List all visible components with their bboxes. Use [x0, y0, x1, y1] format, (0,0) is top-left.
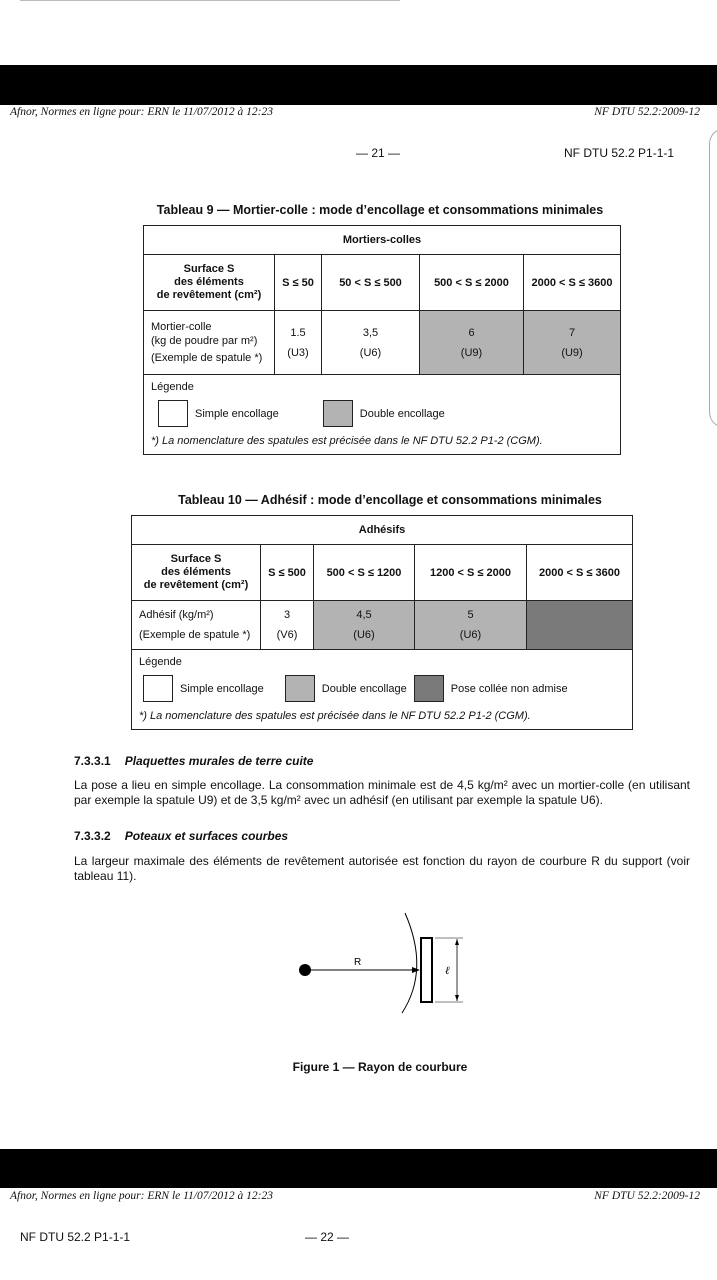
bottom-black-band — [0, 1149, 717, 1188]
table9-legend-row — [151, 400, 613, 427]
table10-value-cell — [261, 601, 314, 650]
table10-col-header: 2000 < S ≤ 3600 — [527, 545, 633, 601]
section-7332-title: Poteaux et surfaces courbes — [124, 829, 289, 843]
table9-value-cell-double — [524, 311, 621, 375]
top-black-band — [0, 65, 717, 105]
legend-label-refused: Pose collée non admise — [450, 682, 568, 695]
table10-row-header-line1: Surface S — [170, 553, 222, 565]
table9-col-header: S ≤ 50 — [275, 255, 322, 311]
top-header-left: Afnor, Normes en ligne pour: ERN le 11/07/2012 à 12:23 — [10, 106, 273, 118]
table10-row-header — [132, 545, 261, 601]
table10-spatula: (V6) — [276, 629, 298, 641]
page-code-bottom: NF DTU 52.2 P1-1-1 — [20, 1230, 131, 1244]
table10-legend-title: Légende — [139, 656, 182, 668]
dim-arrow-down — [455, 995, 459, 1001]
table9-row-header-line3: de revêtement (cm²) — [156, 289, 262, 301]
radius-label: R — [354, 957, 362, 968]
table9-col-header: 2000 < S ≤ 3600 — [524, 255, 621, 311]
section-7331-text: La pose a lieu en simple encollage. La consommation minimale est de 4,5 kg/m² avec un mortier-colle (en utilisant par exemple la spatule U9) et de 3,5 kg/m² avec un adhésif (en utilisant par exemple la spatule U6). — [74, 778, 690, 807]
table10-value: 3 — [283, 609, 291, 621]
legend-swatch-refused — [414, 675, 444, 702]
bottom-header-right: NF DTU 52.2:2009-12 — [594, 1190, 700, 1202]
bottom-header-left: Afnor, Normes en ligne pour: ERN le 11/07/2012 à 12:23 — [10, 1190, 273, 1202]
table10-col-header: 500 < S ≤ 1200 — [314, 545, 415, 601]
table10-value: 4,5 — [356, 609, 372, 621]
table9-col-header: 500 < S ≤ 2000 — [420, 255, 524, 311]
dim-arrow-up — [455, 939, 459, 945]
table9-data-label-line1: Mortier-colle — [151, 321, 212, 333]
table9 — [143, 225, 621, 455]
table9-note: *) La nomenclature des spatules est précisée dans le NF DTU 52.2 P1-2 (CGM). — [151, 435, 543, 447]
table9-spatula: (U9) — [561, 346, 583, 359]
section-7332-number: 7.3.3.2 — [74, 829, 111, 843]
table9-row-header-line2: des éléments — [174, 276, 244, 288]
table10-legend — [132, 650, 633, 730]
page-number-21: — 21 — — [356, 146, 401, 160]
section-7332-text: La largeur maximale des éléments de revêtement autorisée est fonction du rayon de courbure R du support (voir tableau 11). — [74, 854, 690, 883]
page-number-22: — 22 — — [305, 1230, 350, 1244]
legend-label-double: Double encollage — [359, 407, 445, 420]
table9-value-cell — [275, 311, 322, 375]
previous-page-fragment — [20, 0, 400, 5]
page-code-top: NF DTU 52.2 P1-1-1 — [564, 146, 675, 160]
table9-row-header-line1: Surface S — [183, 263, 235, 275]
legend-swatch-simple — [158, 400, 188, 427]
table9-data-label-line3: (Exemple de spatule *) — [151, 352, 263, 364]
margin-bracket — [709, 128, 717, 428]
table9-value: 6 — [468, 326, 475, 339]
section-7331-heading — [74, 754, 313, 768]
legend-label-simple: Simple encollage — [180, 682, 264, 695]
table9-row-header — [144, 255, 275, 311]
table9-value: 3,5 — [362, 326, 379, 339]
figure1-diagram — [290, 905, 480, 1015]
table10-row-header-line2: des éléments — [161, 566, 231, 578]
table10-legend-row — [139, 675, 625, 702]
table10-value: 5 — [467, 609, 474, 621]
table9-spatula: (U3) — [287, 346, 309, 359]
tile-element — [421, 938, 432, 1002]
legend-swatch-double — [323, 400, 353, 427]
legend-swatch-double — [285, 675, 315, 702]
table10-data-label-line2: (Exemple de spatule *) — [139, 629, 251, 641]
table9-spatula: (U9) — [460, 346, 483, 359]
table10-value-cell-double — [314, 601, 415, 650]
table10 — [131, 515, 633, 730]
figure1-caption: Figure 1 — Rayon de courbure — [292, 1060, 468, 1074]
table10-spatula: (U6) — [353, 629, 375, 641]
table10-caption: Tableau 10 — Adhésif : mode d’encollage et consommations minimales — [178, 493, 602, 507]
table10-spatula: (U6) — [459, 629, 482, 641]
top-header-right: NF DTU 52.2:2009-12 — [594, 106, 700, 118]
table10-data-label-line1: Adhésif (kg/m²) — [139, 609, 214, 621]
table9-group-header: Mortiers-colles — [144, 226, 621, 255]
table9-caption: Tableau 9 — Mortier-colle : mode d’encollage et consommations minimales — [156, 203, 604, 217]
width-label: ℓ — [445, 965, 450, 977]
legend-swatch-simple — [143, 675, 173, 702]
table10-row-header-line3: de revêtement (cm²) — [143, 579, 249, 591]
table9-data-label — [144, 311, 275, 375]
section-7331-number: 7.3.3.1 — [74, 754, 111, 768]
table9-legend-title: Légende — [151, 381, 194, 393]
table10-note: *) La nomenclature des spatules est précisée dans le NF DTU 52.2 P1-2 (CGM). — [139, 710, 531, 722]
table9-legend — [144, 375, 621, 455]
table10-col-header: S ≤ 500 — [261, 545, 314, 601]
table9-spatula: (U6) — [359, 346, 382, 359]
table9-value-cell — [322, 311, 420, 375]
table10-data-label — [132, 601, 261, 650]
table9-value: 7 — [568, 326, 576, 339]
table9-col-header: 50 < S ≤ 500 — [322, 255, 420, 311]
table10-value-cell-refused — [527, 601, 633, 650]
curved-support — [402, 913, 417, 1013]
section-7332-heading — [74, 829, 288, 843]
table9-data-label-line2: (kg de poudre par m²) — [151, 335, 258, 347]
table9-value: 1.5 — [290, 326, 306, 339]
table10-col-header: 1200 < S ≤ 2000 — [415, 545, 527, 601]
table10-value-cell-double — [415, 601, 527, 650]
table9-value-cell-double — [420, 311, 524, 375]
legend-label-double: Double encollage — [321, 682, 407, 695]
section-7331-title: Plaquettes murales de terre cuite — [124, 754, 314, 768]
table10-group-header: Adhésifs — [132, 516, 633, 545]
legend-label-simple: Simple encollage — [195, 407, 279, 420]
